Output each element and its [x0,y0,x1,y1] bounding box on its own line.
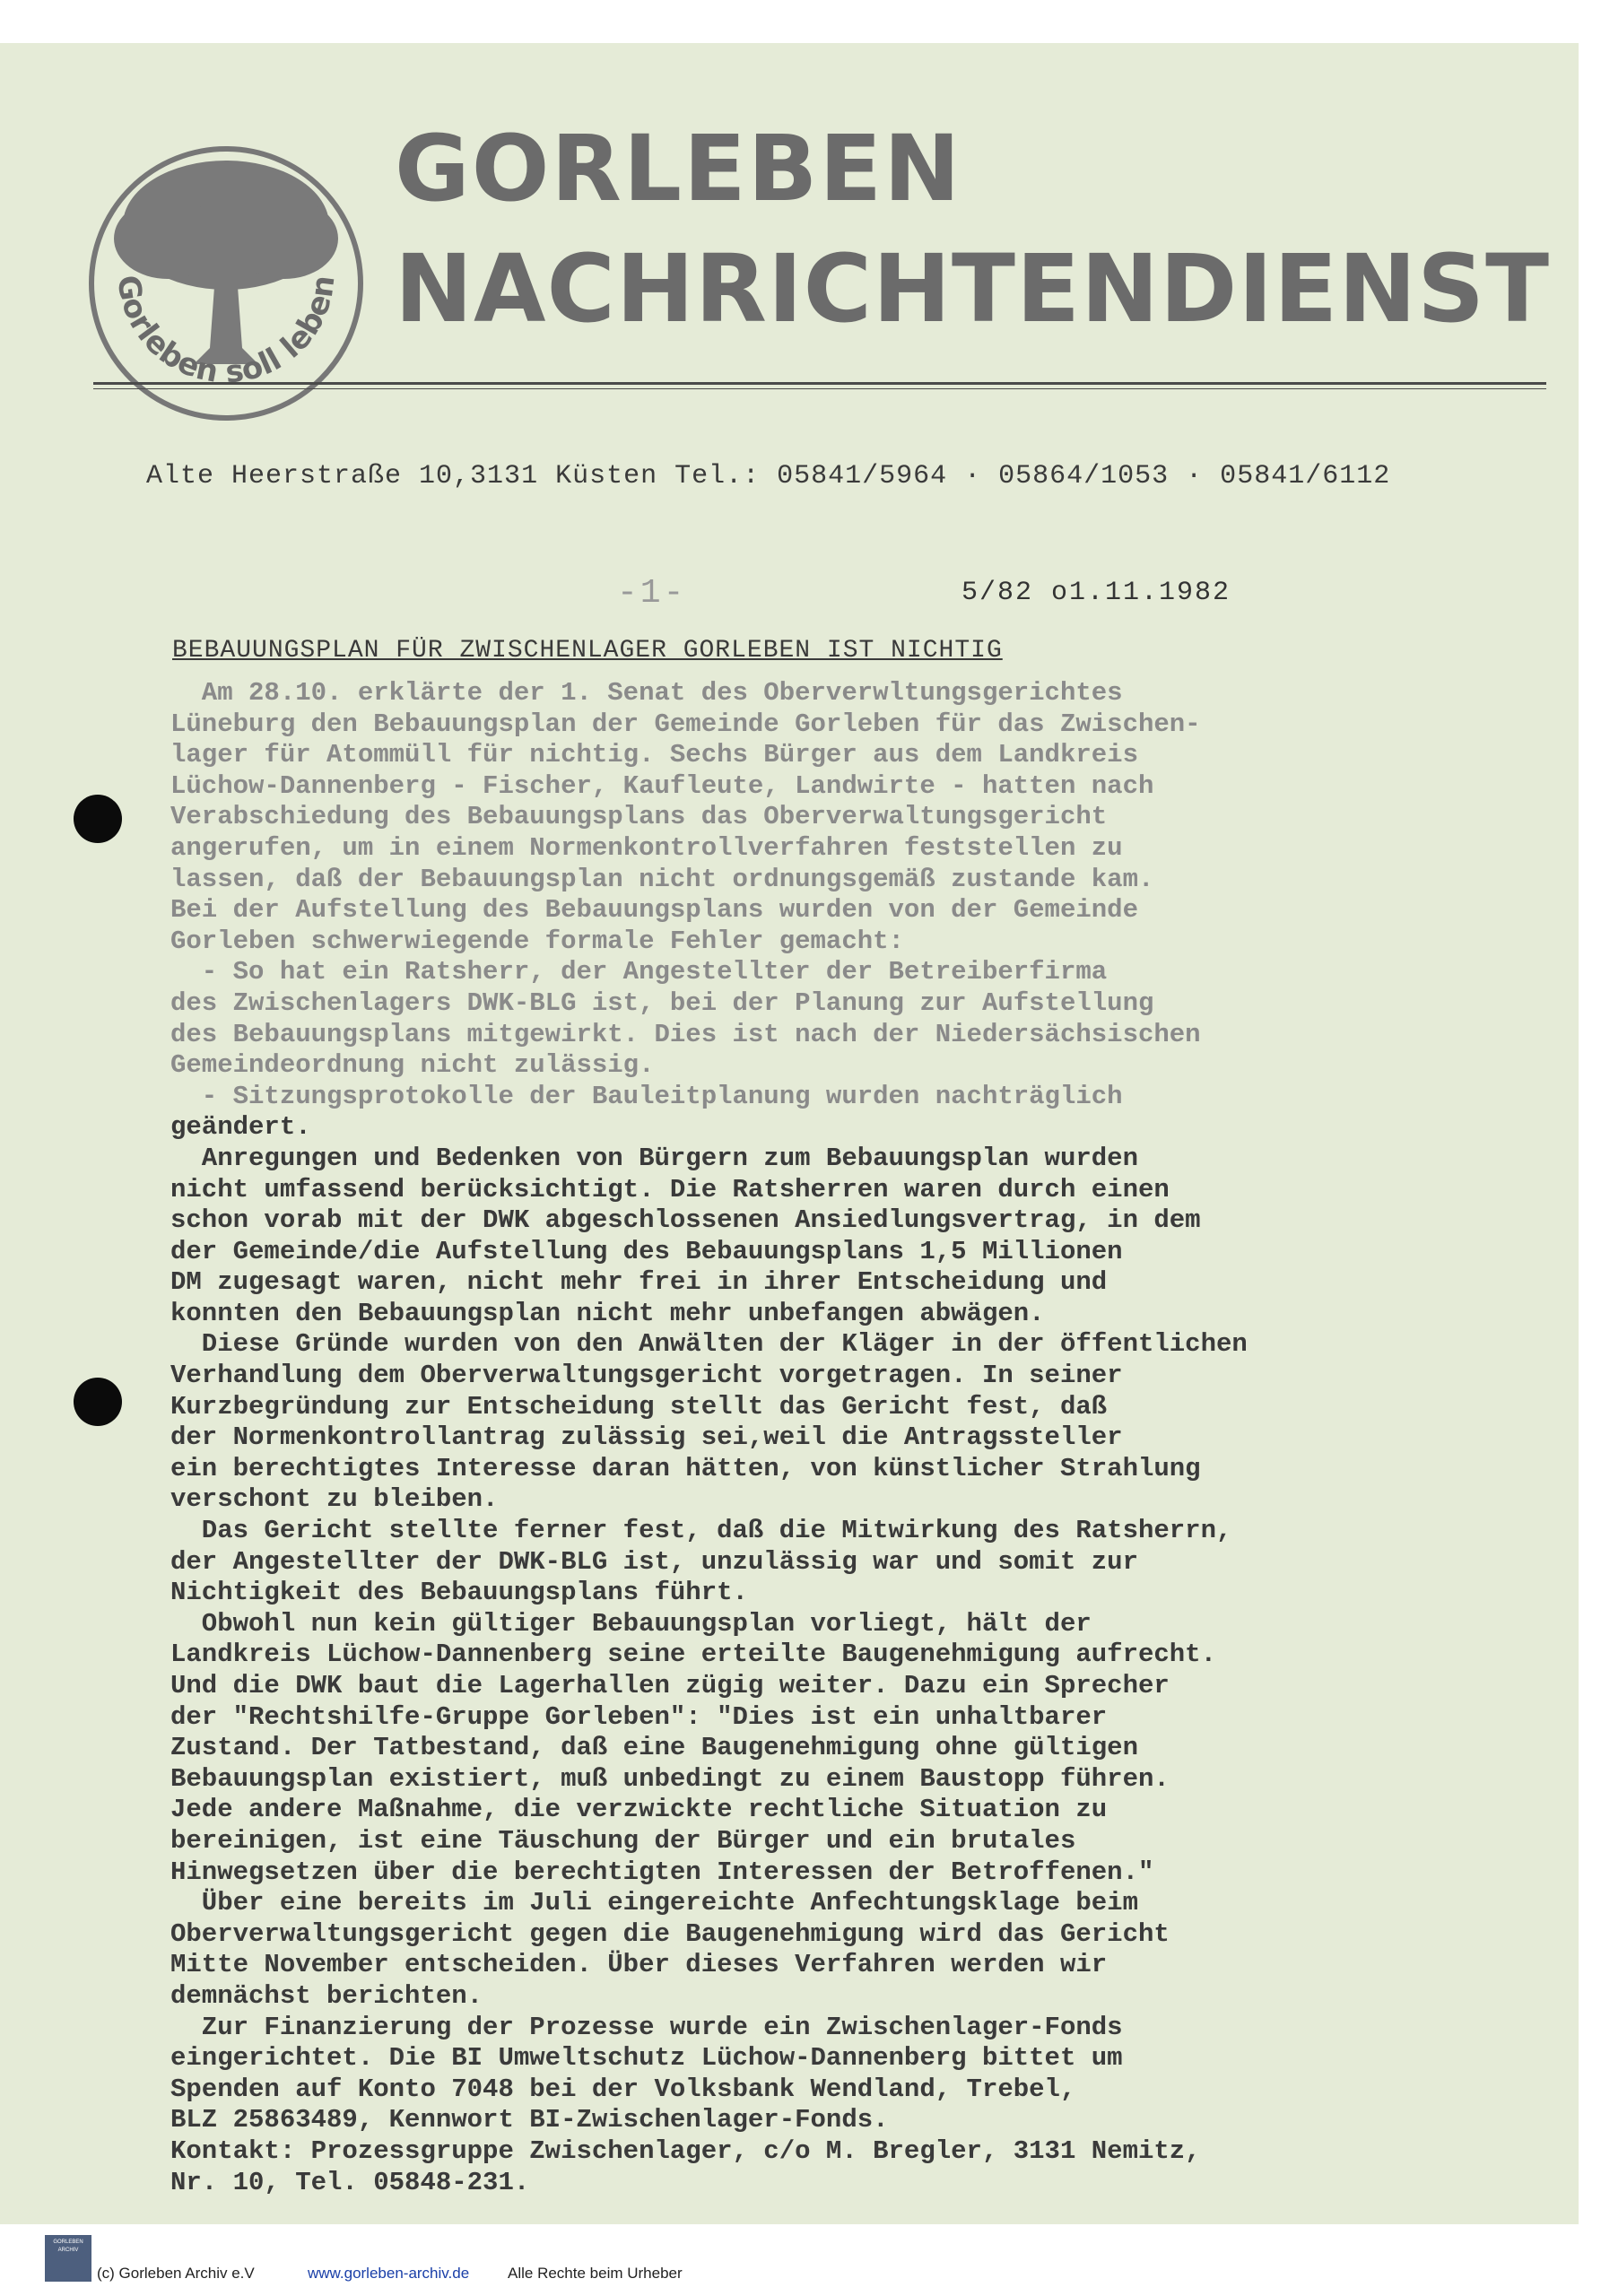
body-line: lager für Atommüll für nichtig. Sechs Bürger aus dem Landkreis [170,740,1138,770]
logo-ring-text: Gorleben soll leben [109,273,343,391]
body-line: Kontakt: Prozessgruppe Zwischenlager, c/o M. Bregler, 3131 Nemitz, [170,2135,1201,2166]
body-line: geändert. [170,1112,311,1143]
body-line: Jede andere Maßnahme, die verzwickte rechtliche Situation zu [170,1795,1108,1825]
body-line: Zur Finanzierung der Prozesse wurde ein Zwischenlager-Fonds [170,2012,1123,2042]
body-line: bereinigen, ist eine Täuschung der Bürger und ein brutales [170,1825,1076,1856]
masthead-nachrichtendienst: NACHRICHTENDIENST [395,234,1551,344]
masthead-rule [93,382,1546,385]
body-line: der "Rechtshilfe-Gruppe Gorleben": "Dies ist ein unhaltbarer [170,1701,1108,1732]
body-line: Diese Gründe wurden von den Anwälten der Kläger in der öffentlichen [170,1329,1248,1360]
article-body [170,678,1489,2198]
body-line: Landkreis Lüchow-Dannenberg seine erteilte Baugenehmigung aufrecht. [170,1639,1216,1670]
body-line: BLZ 25863489, Kennwort BI-Zwischenlager-Fonds. [170,2105,889,2135]
body-line: der Normenkontrollantrag zulässig sei,weil die Antragssteller [170,1422,1123,1453]
body-line: Spenden auf Konto 7048 bei der Volksbank Wendland, Trebel, [170,2074,1076,2104]
body-line: Verabschiedung des Bebauungsplans das Oberverwaltungsgericht [170,802,1108,832]
body-line: Zustand. Der Tatbestand, daß eine Baugenehmigung ohne gültigen [170,1733,1138,1763]
body-line: Nichtigkeit des Bebauungsplans führt. [170,1578,748,1608]
body-line: - Sitzungsprotokolle der Bauleitplanung wurden nachträglich [170,1081,1123,1111]
body-line: Oberverwaltungsgericht gegen die Baugenehmigung wird das Gericht [170,1918,1170,1949]
body-line: der Angestellter der DWK-BLG ist, unzulässig war und somit zur [170,1546,1138,1577]
body-line: Kurzbegründung zur Entscheidung stellt das Gericht fest, daß [170,1391,1108,1422]
body-line: ein berechtigtes Interesse daran hätten, von künstlicher Strahlung [170,1453,1201,1483]
body-line: Bei der Aufstellung des Bebauungsplans wurden von der Gemeinde [170,895,1138,926]
body-line: verschont zu bleiben. [170,1484,499,1515]
footer-website-link[interactable]: www.gorleben-archiv.de [308,2265,470,2282]
body-line: demnächst berichten. [170,1980,483,2011]
body-line: DM zugesagt waren, nicht mehr frei in ihrer Entscheidung und [170,1267,1108,1298]
document-page [0,43,1579,2224]
body-line: des Bebauungsplans mitgewirkt. Dies ist nach der Niedersächsischen [170,1019,1201,1049]
body-line: konnten den Bebauungsplan nicht mehr unbefangen abwägen. [170,1298,1045,1328]
body-line: Gemeindeordnung nicht zulässig. [170,1050,655,1081]
body-line: Anregungen und Bedenken von Bürgern zum Bebauungsplan wurden [170,1143,1138,1173]
body-line: - So hat ein Ratsherr, der Angestellter der Betreiberfirma [170,957,1108,987]
body-line: Über eine bereits im Juli eingereichte Anfechtungsklage beim [170,1888,1138,1918]
body-line: Am 28.10. erklärte der 1. Senat des Oberverwltungsgerichtes [170,678,1123,708]
address-line: Alte Heerstraße 10,3131 Küsten Tel.: 05841/5964 · 05864/1053 · 05841/6112 [146,461,1391,491]
body-line: lassen, daß der Bebauungsplan nicht ordnungsgemäß zustande kam. [170,864,1154,894]
body-line: Das Gericht stellte ferner fest, daß die Mitwirkung des Ratsherrn, [170,1516,1232,1546]
body-line: Nr. 10, Tel. 05848-231. [170,2167,530,2197]
archive-footer [0,2224,1601,2296]
page-number: -1- [617,574,687,613]
issue-date: 5/82 o1.11.1982 [961,578,1231,608]
punch-hole-top [74,795,122,843]
punch-hole-bottom [74,1378,122,1426]
footer-rights: Alle Rechte beim Urheber [508,2265,683,2282]
body-line: Obwohl nun kein gültiger Bebauungsplan vorliegt, hält der [170,1608,1092,1639]
body-line: des Zwischenlagers DWK-BLG ist, bei der Planung zur Aufstellung [170,987,1154,1018]
body-line: Bebauungsplan existiert, muß unbedingt zu einem Baustopp führen. [170,1763,1170,1794]
body-line: Lüneburg den Bebauungsplan der Gemeinde Gorleben für das Zwischen- [170,709,1201,739]
archive-logo-icon: GORLEBEN ARCHIV [45,2235,91,2282]
body-line: Und die DWK baut die Lagerhallen zügig weiter. Dazu ein Sprecher [170,1671,1170,1700]
body-line: schon vorab mit der DWK abgeschlossenen Ansiedlungsvertrag, in dem [170,1205,1201,1236]
body-line: eingerichtet. Die BI Umweltschutz Lüchow-Dannenberg bittet um [170,2043,1123,2074]
masthead-gorleben: GORLEBEN [395,116,962,222]
body-line: der Gemeinde/die Aufstellung des Bebauungsplans 1,5 Millionen [170,1236,1123,1266]
body-line: angerufen, um in einem Normenkontrollverfahren feststellen zu [170,832,1123,863]
body-line: Mitte November entscheiden. Über dieses Verfahren werden wir [170,1950,1108,1980]
body-line: Hinwegsetzen über die berechtigten Interessen der Betroffenen." [170,1857,1154,1887]
footer-copyright: (c) Gorleben Archiv e.V [97,2265,255,2282]
masthead-rule-thin [93,388,1546,389]
body-line: Verhandlung dem Oberverwaltungsgericht vorgetragen. In seiner [170,1361,1123,1391]
body-line: nicht umfassend berücksichtigt. Die Ratsherren waren durch einen [170,1174,1170,1205]
article-title: BEBAUUNGSPLAN FÜR ZWISCHENLAGER GORLEBEN IST NICHTIG [172,637,1003,665]
body-line: Lüchow-Dannenberg - Fischer, Kaufleute, Landwirte - hatten nach [170,770,1154,801]
body-line: Gorleben schwerwiegende formale Fehler gemacht: [170,926,904,956]
